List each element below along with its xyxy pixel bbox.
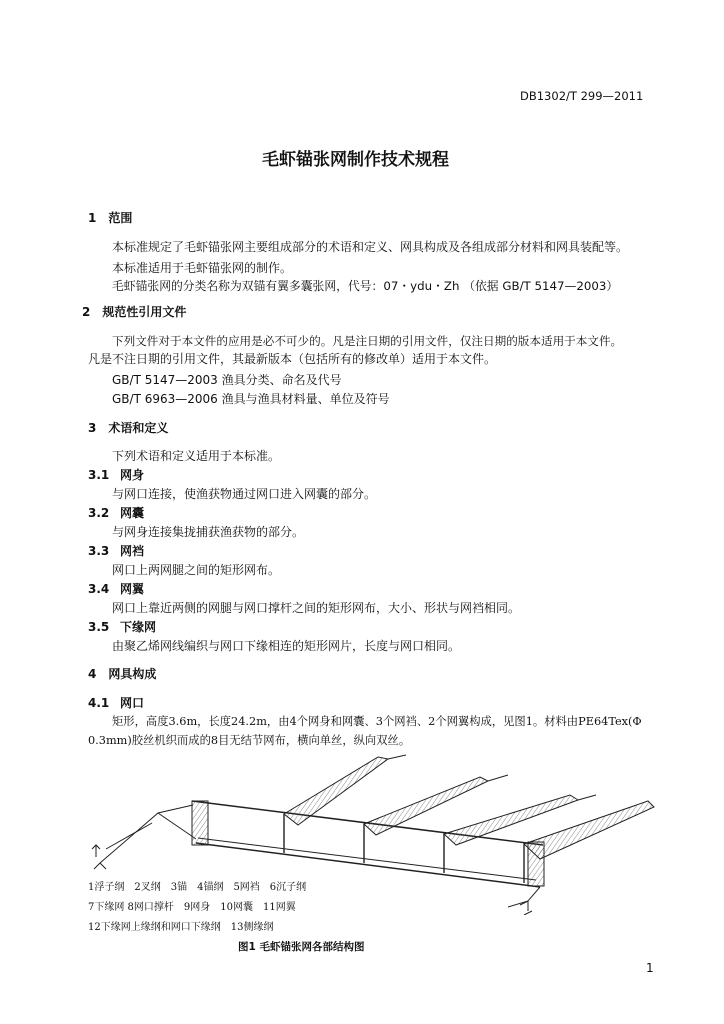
net-body bbox=[284, 757, 388, 825]
term-definition: 由聚乙烯网线编织与网口下缘相连的矩形网片，长度与网口相同。 bbox=[112, 639, 461, 653]
document-title: 毛虾锚张网制作技术规程 bbox=[262, 150, 449, 170]
document-code: DB1302/T 299—2011 bbox=[520, 89, 644, 103]
term-number: 3.1 bbox=[88, 468, 110, 482]
section-4-heading: 4 网具构成 bbox=[88, 667, 157, 681]
net-wing-panel bbox=[192, 801, 208, 845]
term-number: 3.5 bbox=[88, 620, 110, 634]
section-1-line-3: 毛虾锚张网的分类名称为双锚有翼多囊张网，代号：07・ydu・Zh （依据 GB/T 5147—2003） bbox=[112, 279, 619, 293]
subsection-name: 网口 bbox=[120, 696, 145, 710]
term-number: 3.2 bbox=[88, 506, 110, 520]
term-definition: 网口上两网腿之间的矩形网布。 bbox=[112, 563, 281, 577]
figure-legend-row-1: 1浮子纲 2叉纲 3锚 4锚纲 5网裆 6沉子纲 bbox=[88, 882, 307, 893]
term-number: 3.4 bbox=[88, 582, 110, 596]
section-1-heading: 1 范围 bbox=[88, 211, 133, 225]
anchor-rope bbox=[508, 887, 540, 907]
section-4-para-line-2: 0.3mm)胶丝机织而成的8目无结节网布，横向单丝，纵向双丝。 bbox=[88, 734, 411, 747]
term-definition: 与网身连接集拢捕获渔获物的部分。 bbox=[112, 525, 305, 539]
section-3-intro: 下列术语和定义适用于本标准。 bbox=[112, 449, 281, 463]
anchor-rope bbox=[100, 805, 193, 863]
figure-legend-row-3: 12下缘网上缘纲和网口下缘纲 13侧缘纲 bbox=[88, 922, 274, 933]
figure-legend-row-2: 7下缘网 8网口撑杆 9网身 10网囊 11网翼 bbox=[88, 902, 296, 913]
section-1-line-1: 本标准规定了毛虾锚张网主要组成部分的术语和定义、网具构成及各组成部分材料和网具装配等。 bbox=[112, 240, 629, 254]
anchor-icon bbox=[94, 863, 106, 869]
term-definition: 与网口连接，使渔获物通过网口进入网囊的部分。 bbox=[112, 487, 377, 501]
reference-item: GB/T 6963—2006 渔具与渔具材料量、单位及符号 bbox=[112, 392, 390, 406]
subsection-number: 4.1 bbox=[88, 696, 110, 710]
figure-caption: 图1 毛虾锚张网各部结构图 bbox=[238, 941, 365, 953]
section-2-para-line-2: 凡是不注日期的引用文件，其最新版本（包括所有的修改单）适用于本文件。 bbox=[88, 352, 497, 366]
net-body-outline bbox=[388, 755, 596, 800]
term-number: 3.3 bbox=[88, 544, 110, 558]
page-number: 1 bbox=[646, 961, 654, 975]
section-2-heading: 2 规范性引用文件 bbox=[82, 305, 187, 319]
term-name: 网翼 bbox=[120, 582, 145, 596]
term-name: 网囊 bbox=[120, 506, 145, 520]
term-name: 网身 bbox=[120, 468, 145, 482]
term-definition: 网口上靠近两侧的网腿与网口撑杆之间的矩形网布，大小、形状与网裆相同。 bbox=[112, 601, 521, 615]
section-3-heading: 3 术语和定义 bbox=[88, 421, 169, 435]
term-name: 网裆 bbox=[120, 544, 145, 558]
net-mouth-bottom-inner bbox=[198, 838, 536, 880]
section-4-para-line-1: 矩形，高度3.6m，长度24.2m，由4个网身和网囊、3个网裆、2个网翼构成，见图1。材料由PE64Tex(Φ bbox=[112, 715, 642, 728]
fork-rope bbox=[106, 823, 152, 849]
anchor-icon bbox=[92, 845, 100, 857]
term-name: 下缘网 bbox=[120, 620, 157, 634]
fork-rope bbox=[158, 813, 196, 839]
section-1-line-2: 本标准适用于毛虾锚张网的制作。 bbox=[112, 261, 293, 275]
reference-item: GB/T 5147—2003 渔具分类、命名及代号 bbox=[112, 373, 342, 387]
section-2-para-line-1: 下列文件对于本文件的应用是必不可少的。凡是注日期的引用文件，仅注日期的版本适用于本文件。 bbox=[112, 334, 623, 348]
